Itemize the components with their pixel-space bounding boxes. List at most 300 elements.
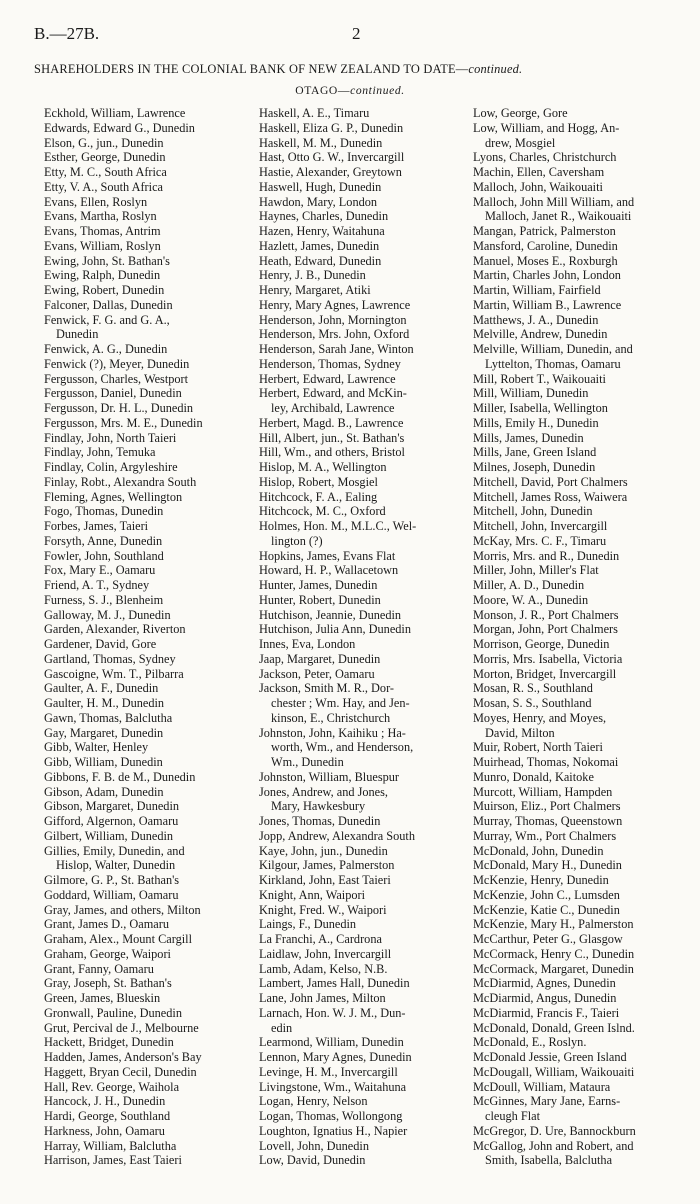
shareholder-name: Jones, Thomas, Dunedin	[259, 814, 381, 828]
shareholder-entry	[44, 785, 254, 800]
shareholder-name: Martin, William B., Lawrence	[473, 297, 622, 312]
shareholder-name: Heath, Edward, Dunedin	[259, 253, 382, 268]
shareholder-entry	[44, 504, 254, 519]
shareholder-name-continued: chester ; Wm. Hay, and Jen-	[271, 696, 410, 710]
shareholder-name: Fergusson, Daniel, Dunedin	[44, 386, 182, 401]
shareholder-name: Hunter, James, Dunedin	[259, 578, 378, 592]
shareholder-entry	[44, 711, 254, 726]
shareholder-entry	[259, 298, 470, 313]
shareholder-name: McDonald, Donald, Green Islnd.	[473, 1020, 635, 1035]
shareholder-entry	[259, 1124, 470, 1139]
shareholder-name: Hackett, Bridget, Dunedin	[44, 1035, 174, 1050]
shareholder-name: McDoull, William, Mataura	[473, 1079, 611, 1094]
shareholder-name: McKenzie, Henry, Dunedin	[473, 873, 609, 887]
shareholder-entry	[473, 195, 687, 225]
shareholder-name: Edwards, Edward G., Dunedin	[44, 120, 195, 135]
shareholder-entry	[259, 224, 470, 239]
shareholder-name: Gibson, Adam, Dunedin	[44, 784, 164, 799]
shareholder-name: Hislop, M. A., Wellington	[259, 460, 387, 474]
shareholder-entry	[473, 976, 687, 991]
shareholder-name-continued: Hislop, Walter, Dunedin	[56, 858, 176, 873]
shareholder-name: Etty, V. A., South Africa	[44, 179, 163, 194]
shareholder-name: Grut, Percival de J., Melbourne	[44, 1020, 199, 1035]
shareholder-name: Lovell, John, Dunedin	[259, 1138, 369, 1153]
shareholder-entry	[44, 209, 254, 224]
shareholder-entry	[259, 445, 470, 460]
shareholder-entry	[473, 431, 687, 446]
shareholder-entry	[473, 917, 687, 932]
shareholder-name: Gaulter, H. M., Dunedin	[44, 696, 165, 710]
shareholder-entry	[44, 652, 254, 667]
shareholder-name: Lamb, Adam, Kelso, N.B.	[259, 961, 388, 976]
shareholder-name: Moore, W. A., Dunedin	[473, 592, 589, 607]
section-continued: continued.	[350, 84, 405, 97]
shareholder-entry	[473, 1035, 687, 1050]
shareholder-entry	[473, 593, 687, 608]
shareholder-name: Milnes, Joseph, Dunedin	[473, 460, 596, 474]
shareholder-name: Gibson, Margaret, Dunedin	[44, 799, 180, 814]
shareholder-name-continued: Mary, Hawkesbury	[271, 799, 366, 814]
shareholder-entry	[259, 490, 470, 505]
shareholder-entry	[44, 445, 254, 460]
shareholder-entry	[44, 932, 254, 947]
shareholder-name: Goddard, William, Oamaru	[44, 887, 179, 902]
shareholder-column-2	[259, 106, 470, 1168]
shareholder-entry	[259, 239, 470, 254]
shareholder-entry	[259, 504, 470, 519]
shareholder-name: Laidlaw, John, Invercargill	[259, 946, 392, 961]
shareholder-column-3	[473, 106, 687, 1168]
shareholder-entry	[259, 947, 470, 962]
shareholder-name: Morgan, John, Port Chalmers	[473, 622, 618, 637]
shareholder-name-continued: David, Milton	[485, 725, 555, 740]
shareholder-entry	[473, 254, 687, 269]
shareholder-entry	[259, 1050, 470, 1065]
shareholder-entry	[473, 1080, 687, 1095]
shareholder-entry	[44, 298, 254, 313]
shareholder-name: McDiarmid, Francis F., Taieri	[473, 1005, 620, 1020]
shareholder-entry	[473, 829, 687, 844]
shareholder-entry	[259, 962, 470, 977]
shareholder-name-continued: cleugh Flat	[485, 1109, 540, 1123]
shareholder-name: McDonald, E., Roslyn.	[473, 1035, 587, 1050]
shareholder-entry	[473, 475, 687, 490]
shareholder-entry	[44, 755, 254, 770]
shareholder-entry	[473, 313, 687, 328]
shareholder-name: Etty, M. C., South Africa	[44, 165, 167, 179]
shareholder-name-continued: Malloch, Janet R., Waikouaiti	[485, 209, 632, 224]
shareholder-entry	[259, 1139, 470, 1154]
shareholder-name: Jaap, Margaret, Dunedin	[259, 651, 381, 666]
section-heading	[0, 84, 700, 97]
shareholder-name: Levinge, H. M., Invercargill	[259, 1064, 398, 1079]
shareholder-entry	[259, 150, 470, 165]
shareholder-name: Johnston, William, Bluespur	[259, 769, 400, 784]
shareholder-name: Malloch, John Mill William, and	[473, 194, 635, 209]
shareholder-name: Muir, Robert, North Taieri	[473, 740, 603, 755]
shareholder-entry	[473, 298, 687, 313]
shareholder-entry	[259, 1065, 470, 1080]
shareholder-name-continued: drew, Mosgiel	[485, 135, 556, 150]
shareholder-entry	[259, 209, 470, 224]
shareholder-name: Munro, Donald, Kaitoke	[473, 769, 594, 784]
shareholder-name: Hadden, James, Anderson's Bay	[44, 1050, 202, 1064]
shareholder-entry	[473, 608, 687, 623]
shareholder-name: McDonald Jessie, Green Island	[473, 1050, 627, 1064]
shareholder-name: Mansford, Caroline, Dunedin	[473, 238, 618, 253]
shareholder-name: Knight, Fred. W., Waipori	[259, 902, 387, 917]
shareholder-entry	[44, 475, 254, 490]
shareholder-entry	[259, 165, 470, 180]
shareholder-name: Henderson, Mrs. John, Oxford	[259, 327, 410, 342]
shareholder-name: Ewing, Ralph, Dunedin	[44, 268, 161, 283]
shareholder-entry	[473, 1094, 687, 1124]
shareholder-entry	[473, 991, 687, 1006]
shareholder-entry	[473, 667, 687, 682]
shareholder-entry	[259, 976, 470, 991]
shareholder-entry	[44, 563, 254, 578]
shareholder-name: Mitchell, James Ross, Waiwera	[473, 489, 628, 504]
shareholder-entry	[44, 490, 254, 505]
shareholder-entry	[473, 652, 687, 667]
shareholder-name: Hitchcock, M. C., Oxford	[259, 504, 386, 519]
shareholder-name: Fleming, Agnes, Wellington	[44, 489, 183, 504]
shareholder-name: Hill, Albert, jun., St. Bathan's	[259, 430, 405, 445]
shareholder-entry	[44, 283, 254, 298]
shareholder-entry	[259, 342, 470, 357]
shareholder-name: Mangan, Patrick, Palmerston	[473, 224, 616, 238]
shareholder-name: Findlay, John, North Taieri	[44, 430, 177, 445]
shareholder-name: Melville, Andrew, Dunedin	[473, 327, 608, 342]
shareholder-name: Gray, James, and others, Milton	[44, 902, 201, 917]
shareholder-name: Grant, James D., Oamaru	[44, 917, 169, 932]
shareholder-name: McDougall, William, Waikouaiti	[473, 1064, 635, 1079]
shareholder-name: Hall, Rev. George, Waihola	[44, 1079, 180, 1094]
shareholder-name: Forsyth, Anne, Dunedin	[44, 533, 163, 548]
shareholder-name: Green, James, Blueskin	[44, 991, 161, 1005]
shareholder-name: Fowler, John, Southland	[44, 548, 164, 563]
shareholder-name: Jackson, Peter, Oamaru	[259, 666, 375, 681]
shareholder-name: Johnston, John, Kaihiku ; Ha-	[259, 725, 406, 740]
shareholder-entry	[473, 1050, 687, 1065]
shareholder-name: Henderson, Thomas, Sydney	[259, 356, 401, 371]
shareholder-entry	[44, 401, 254, 416]
shareholder-entry	[473, 165, 687, 180]
shareholder-entry	[259, 313, 470, 328]
shareholder-name: McCormack, Henry C., Dunedin	[473, 946, 635, 961]
shareholder-name: Morris, Mrs. Isabella, Victoria	[473, 651, 623, 666]
shareholder-entry	[44, 888, 254, 903]
shareholder-entry	[259, 549, 470, 564]
shareholder-name: Gascoigne, Wm. T., Pilbarra	[44, 666, 184, 681]
shareholder-name: Ewing, Robert, Dunedin	[44, 283, 165, 297]
shareholder-entry	[473, 534, 687, 549]
shareholder-name: Haskell, M. M., Dunedin	[259, 135, 383, 150]
shareholder-name: Elson, G., jun., Dunedin	[44, 135, 164, 150]
shareholder-entry	[44, 1065, 254, 1080]
shareholder-name: Hutchison, Julia Ann, Dunedin	[259, 622, 411, 637]
page-number: 2	[352, 24, 361, 43]
shareholder-entry	[473, 224, 687, 239]
shareholder-entry	[473, 283, 687, 298]
shareholder-entry	[259, 254, 470, 269]
shareholder-name: Low, George, Gore	[473, 106, 568, 120]
shareholder-entry	[473, 903, 687, 918]
shareholder-entry	[473, 386, 687, 401]
shareholder-name: Gartland, Thomas, Sydney	[44, 651, 176, 666]
shareholder-entry	[259, 460, 470, 475]
shareholder-entry	[44, 844, 254, 874]
shareholder-entry	[44, 991, 254, 1006]
shareholder-entry	[44, 637, 254, 652]
shareholder-entry	[259, 814, 470, 829]
shareholder-name: Lane, John James, Milton	[259, 991, 386, 1005]
shareholder-name: Fox, Mary E., Oamaru	[44, 563, 156, 578]
shareholder-name: Hawdon, Mary, London	[259, 194, 378, 209]
shareholder-entry	[44, 1153, 254, 1168]
shareholder-name: Graham, Alex., Mount Cargill	[44, 932, 193, 946]
shareholder-name: Gray, Joseph, St. Bathan's	[44, 976, 172, 991]
shareholder-entry	[473, 711, 687, 741]
shareholder-name: Gilbert, William, Dunedin	[44, 828, 174, 843]
shareholder-entry	[259, 386, 470, 416]
shareholder-name: Hancock, J. H., Dunedin	[44, 1094, 166, 1109]
shareholder-name: Gibbons, F. B. de M., Dunedin	[44, 769, 196, 784]
shareholder-name: Gifford, Algernon, Oamaru	[44, 814, 179, 828]
shareholder-entry	[44, 224, 254, 239]
shareholder-name: Livingstone, Wm., Waitahuna	[259, 1079, 407, 1094]
shareholder-name: Fergusson, Dr. H. L., Dunedin	[44, 401, 194, 415]
shareholder-entry	[44, 1035, 254, 1050]
shareholder-entry	[473, 770, 687, 785]
shareholder-entry	[44, 534, 254, 549]
shareholder-entry	[259, 195, 470, 210]
shareholder-name: McKenzie, Mary H., Palmerston	[473, 917, 634, 932]
shareholder-name: Learmond, William, Dunedin	[259, 1035, 404, 1050]
shareholder-name: Howard, H. P., Wallacetown	[259, 563, 399, 578]
shareholder-name: Hopkins, James, Evans Flat	[259, 548, 396, 563]
shareholder-entry	[44, 372, 254, 387]
shareholder-entry	[44, 917, 254, 932]
shareholder-name: Hast, Otto G. W., Invercargill	[259, 150, 405, 165]
shareholder-entry	[259, 1109, 470, 1124]
shareholder-name: Harkness, John, Oamaru	[44, 1123, 165, 1138]
shareholder-entry	[473, 740, 687, 755]
shareholder-entry	[44, 180, 254, 195]
shareholder-name: Henderson, Sarah Jane, Winton	[259, 342, 414, 356]
shareholder-name: Furness, S. J., Blenheim	[44, 592, 164, 607]
shareholder-name: Lyons, Charles, Christchurch	[473, 150, 617, 165]
shareholder-entry	[259, 563, 470, 578]
shareholder-entry	[44, 1050, 254, 1065]
shareholder-name: Herbert, Edward, Lawrence	[259, 371, 396, 386]
shareholder-entry	[259, 917, 470, 932]
shareholder-name: Jopp, Andrew, Alexandra South	[259, 828, 415, 843]
shareholder-entry	[473, 416, 687, 431]
shareholder-name: Machin, Ellen, Caversham	[473, 165, 605, 179]
shareholder-name: Murray, Wm., Port Chalmers	[473, 828, 617, 843]
shareholder-entry	[44, 1021, 254, 1036]
shareholder-name: Gronwall, Pauline, Dunedin	[44, 1005, 182, 1020]
shareholder-entry	[44, 195, 254, 210]
shareholder-entry	[259, 283, 470, 298]
title-text: SHAREHOLDERS IN THE COLONIAL BANK OF NEW ZEALAND TO DATE—	[34, 62, 469, 76]
shareholder-entry	[44, 1080, 254, 1095]
shareholder-entry	[44, 696, 254, 711]
shareholder-entry	[259, 1035, 470, 1050]
shareholder-entry	[44, 799, 254, 814]
shareholder-name: Muirhead, Thomas, Nokomai	[473, 755, 619, 769]
shareholder-column-1	[44, 106, 254, 1168]
shareholder-name: Gardener, David, Gore	[44, 637, 157, 651]
shareholder-entry	[259, 652, 470, 667]
shareholder-entry	[44, 726, 254, 741]
shareholder-entry	[473, 1139, 687, 1169]
shareholder-name: Forbes, James, Taieri	[44, 519, 149, 533]
shareholder-name: Henry, Margaret, Atiki	[259, 283, 371, 297]
document-reference: B.—27B.	[34, 24, 100, 43]
shareholder-name: Holmes, Hon. M., M.L.C., Wel-	[259, 519, 417, 533]
shareholder-name: McKenzie, John C., Lumsden	[473, 887, 620, 902]
shareholder-name: Ewing, John, St. Bathan's	[44, 253, 170, 268]
shareholder-name: McKenzie, Katie C., Dunedin	[473, 902, 620, 917]
shareholder-name: Morton, Bridget, Invercargill	[473, 666, 617, 681]
shareholder-entry	[473, 578, 687, 593]
shareholder-entry	[259, 121, 470, 136]
shareholder-name: Henderson, John, Mornington	[259, 312, 407, 327]
shareholder-name: Jackson, Smith M. R., Dor-	[259, 681, 395, 696]
shareholder-name: Miller, Isabella, Wellington	[473, 401, 608, 415]
shareholder-name: Gillies, Emily, Dunedin, and	[44, 843, 185, 858]
shareholder-entry	[259, 873, 470, 888]
shareholder-name: Mill, William, Dunedin	[473, 386, 589, 401]
shareholder-name: Mills, Emily H., Dunedin	[473, 415, 599, 430]
shareholder-name: McGinnes, Mary Jane, Earns-	[473, 1094, 621, 1109]
shareholder-name: Hazlett, James, Dunedin	[259, 238, 380, 253]
shareholder-name: Garden, Alexander, Riverton	[44, 622, 186, 637]
shareholder-name: Henry, Mary Agnes, Lawrence	[259, 297, 411, 312]
shareholder-name: McDonald, John, Dunedin	[473, 843, 604, 858]
shareholder-entry	[44, 681, 254, 696]
shareholder-name: Fenwick (?), Meyer, Dunedin	[44, 356, 190, 371]
shareholder-name: Haskell, A. E., Timaru	[259, 106, 370, 120]
shareholder-entry	[259, 844, 470, 859]
shareholder-name: Gibb, William, Dunedin	[44, 755, 163, 769]
shareholder-entry	[44, 608, 254, 623]
shareholder-entry	[44, 962, 254, 977]
shareholder-name-continued: Wm., Dunedin	[271, 755, 344, 769]
shareholder-name: Haswell, Hugh, Dunedin	[259, 179, 382, 194]
shareholder-entry	[259, 991, 470, 1006]
shareholder-name: Grant, Fanny, Oamaru	[44, 961, 154, 976]
shareholder-entry	[259, 1094, 470, 1109]
shareholder-entry	[259, 431, 470, 446]
shareholder-entry	[473, 121, 687, 151]
shareholder-name: Miller, A. D., Dunedin	[473, 578, 585, 592]
shareholder-name: Low, David, Dunedin	[259, 1153, 366, 1168]
shareholder-entry	[473, 372, 687, 387]
shareholder-name-continued: kinson, E., Christchurch	[271, 710, 391, 725]
shareholder-name: Gilmore, G. P., St. Bathan's	[44, 873, 180, 887]
shareholder-entry	[44, 593, 254, 608]
shareholder-entry	[473, 858, 687, 873]
shareholder-entry	[44, 873, 254, 888]
shareholder-entry	[473, 873, 687, 888]
shareholder-name-continued: worth, Wm., and Henderson,	[271, 740, 414, 755]
shareholder-name: Laings, F., Dunedin	[259, 917, 357, 932]
shareholder-entry	[473, 932, 687, 947]
shareholder-entry	[259, 357, 470, 372]
shareholder-entry	[44, 976, 254, 991]
shareholder-name: Gawn, Thomas, Balclutha	[44, 710, 173, 725]
shareholder-entry	[259, 858, 470, 873]
shareholder-name: Hill, Wm., and others, Bristol	[259, 445, 405, 460]
shareholder-name: McKay, Mrs. C. F., Timaru	[473, 533, 607, 548]
shareholder-name: Fenwick, F. G. and G. A.,	[44, 312, 170, 327]
shareholder-name: Findlay, Colin, Argyleshire	[44, 460, 178, 474]
shareholder-entry	[473, 106, 687, 121]
shareholder-entry	[473, 239, 687, 254]
shareholder-name: Monson, J. R., Port Chalmers	[473, 607, 619, 622]
shareholder-entry	[44, 239, 254, 254]
shareholder-name: Evans, Martha, Roslyn	[44, 209, 157, 224]
shareholder-name: Mitchell, David, Port Chalmers	[473, 474, 628, 489]
shareholder-name: Evans, William, Roslyn	[44, 238, 161, 253]
shareholder-entry	[259, 475, 470, 490]
shareholder-name: Evans, Thomas, Antrim	[44, 224, 161, 238]
shareholder-entry	[473, 150, 687, 165]
shareholder-entry	[44, 121, 254, 136]
shareholder-entry	[44, 313, 254, 343]
shareholder-entry	[44, 460, 254, 475]
shareholder-entry	[473, 445, 687, 460]
shareholder-entry	[473, 549, 687, 564]
shareholder-entry	[259, 667, 470, 682]
shareholder-name: Kaye, John, jun., Dunedin	[259, 843, 388, 858]
shareholder-entry	[44, 136, 254, 151]
shareholder-entry	[259, 622, 470, 637]
shareholder-entry	[473, 342, 687, 372]
shareholder-name-continued: ley, Archibald, Lawrence	[271, 401, 395, 415]
shareholder-entry	[473, 327, 687, 342]
shareholder-name: Moyes, Henry, and Moyes,	[473, 710, 607, 725]
shareholder-entry	[259, 932, 470, 947]
shareholder-entry	[44, 740, 254, 755]
shareholder-entry	[44, 1139, 254, 1154]
shareholder-entry	[473, 785, 687, 800]
shareholder-entry	[473, 504, 687, 519]
shareholder-name: Findlay, John, Temuka	[44, 445, 156, 460]
shareholder-name: Mills, Jane, Green Island	[473, 445, 597, 460]
shareholder-entry	[259, 637, 470, 652]
shareholder-name: Esther, George, Dunedin	[44, 150, 166, 165]
shareholder-name: Fenwick, A. G., Dunedin	[44, 342, 168, 356]
shareholder-name: McDiarmid, Angus, Dunedin	[473, 991, 617, 1005]
shareholder-entry	[259, 888, 470, 903]
shareholder-entry	[473, 563, 687, 578]
shareholder-name: Hitchcock, F. A., Ealing	[259, 489, 378, 504]
shareholder-entry	[259, 1006, 470, 1036]
shareholder-name: Malloch, John, Waikouaiti	[473, 179, 603, 194]
shareholder-entry	[473, 268, 687, 283]
shareholder-name: Martin, Charles John, London	[473, 268, 621, 283]
shareholder-entry	[473, 490, 687, 505]
shareholder-entry	[44, 431, 254, 446]
shareholder-name: Galloway, M. J., Dunedin	[44, 607, 171, 622]
shareholder-entry	[44, 549, 254, 564]
shareholder-entry	[259, 136, 470, 151]
shareholder-name: La Franchi, A., Cardrona	[259, 932, 382, 946]
